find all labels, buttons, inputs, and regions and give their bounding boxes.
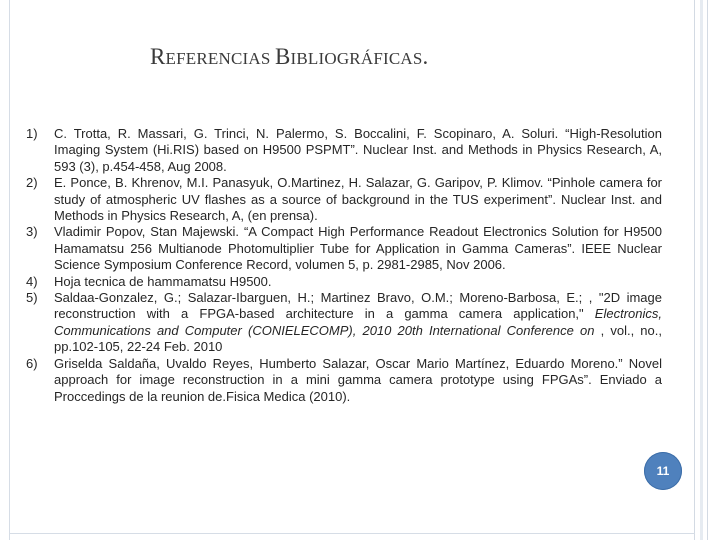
- slide-frame-right-band: [700, 0, 703, 540]
- reference-text: Griselda Saldaña, Uvaldo Reyes, Humberto Salazar, Oscar Mario Martínez, Eduardo Moreno.” Novel approach for image reconstruction in a mini gamma camera prototype using FPGAs”. Enviado a Proccedings de la reunion de.Fisica Medica (2010).: [54, 355, 662, 404]
- slide-frame-right-line: [694, 0, 695, 540]
- reference-number: 6): [26, 355, 38, 371]
- reference-text-details: , vol., no., pp.102-105, 22-24 Feb. 2010: [54, 322, 662, 355]
- slide-frame-right-line-outer: [707, 0, 708, 540]
- slide-frame-bottom-line: [9, 533, 695, 534]
- reference-number: 5): [26, 290, 38, 306]
- title-period: .: [422, 44, 429, 69]
- reference-text-authors-title: Saldaa-Gonzalez, G.; Salazar-Ibarguen, H.; Martinez Bravo, O.M.; Moreno-Barbosa, E.; , "2D image reconstruction with a FPGA-based architecture in a gamma camera application,": [54, 290, 662, 322]
- reference-number: 4): [26, 273, 38, 289]
- reference-item: [26, 274, 662, 290]
- title-initial-b: B: [274, 44, 291, 69]
- reference-text: Hoja tecnica de hammamatsu H9500.: [54, 273, 272, 289]
- reference-item: [26, 126, 662, 175]
- reference-text: Vladimir Popov, Stan Majewski. “A Compact High Performance Readout Electronics Solution for H9500 Hamamatsu 256 Multianode Photomultiplier Tube for Application in Gamma Cameras”. IEEE Nuclear Science Symposium Conference Record, volumen 5, p. 2981-2985, Nov 2006.: [54, 224, 662, 273]
- reference-text-venue: Electronics, Communications and Computer (CONIELECOMP), 2010 20th International Conference on: [54, 306, 662, 338]
- reference-number: 2): [26, 175, 38, 191]
- title-word-referencias: EFERENCIAS: [165, 49, 275, 68]
- reference-list: [26, 126, 662, 405]
- title-word-bibliograficas: IBLIOGRÁFICAS: [290, 49, 423, 68]
- title-initial-r: R: [150, 44, 166, 69]
- reference-number: 3): [26, 224, 38, 240]
- slide-frame-left-line: [9, 0, 10, 540]
- reference-item: [26, 290, 662, 356]
- reference-text: E. Ponce, B. Khrenov, M.I. Panasyuk, O.Martinez, H. Salazar, G. Garipov, P. Klimov. “Pinhole camera for study of atmospheric UV flashes as a source of background in the TUS experiment”. Nuclear Inst. and Methods in Physics Research, A, (en prensa).: [54, 175, 662, 224]
- page-number-badge: 11: [644, 452, 682, 490]
- slide-title: [150, 44, 570, 70]
- reference-item: [26, 175, 662, 224]
- reference-item: [26, 224, 662, 273]
- reference-text: C. Trotta, R. Massari, G. Trinci, N. Palermo, S. Boccalini, F. Scopinaro, A. Soluri. “High-Resolution Imaging System (Hi.RIS) based on H9500 PSPMT”. Nuclear Inst. and Methods in Physics Research, A, 593 (3), p.454-458, Aug 2008.: [54, 126, 662, 174]
- reference-item: [26, 356, 662, 405]
- reference-number: 1): [26, 126, 38, 141]
